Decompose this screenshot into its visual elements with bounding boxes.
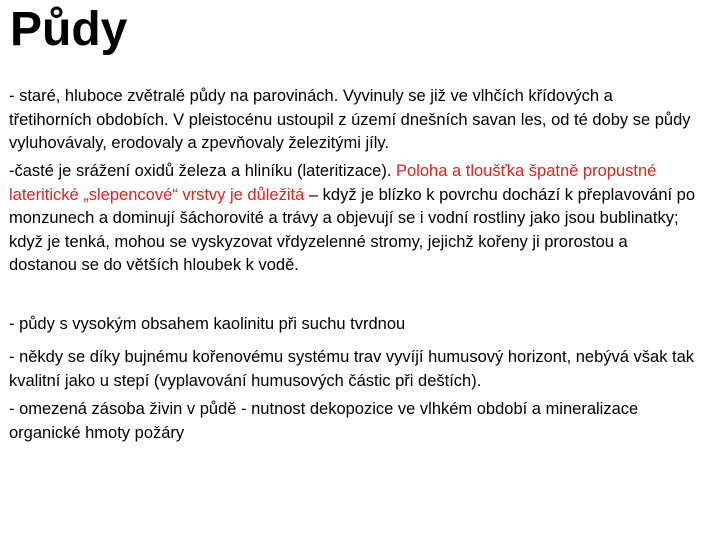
paragraph-humus-horizon: - někdy se díky bujnému kořenovému systému trav vyvíjí humusový horizont, nebývá však tak kvalitní jako u stepí (vyplavování humusových částic při deštích).	[9, 348, 695, 390]
paragraph-ancient-soils: - staré, hluboce zvětralé půdy na parovinách. Vyvinuly se již ve vlhčích křídových a třetihorních obdobích. V pleistocénu ustoupil z území dnešních savan les, od té doby se půdy vyluhovávaly, erodovaly a zpevňovaly železitými jíly.	[9, 87, 691, 152]
paragraph-lateritization	[9, 160, 699, 278]
page-title: Půdy	[10, 3, 128, 56]
highlighted-text: Poloha a tloušťka špatně propustné lateritické „slepencové“ vrstvy je důležitá	[9, 162, 657, 204]
paragraph-kaolinite: - půdy s vysokým obsahem kaolinitu při suchu tvrdnou	[9, 315, 406, 333]
paragraph-lateritization-start: -časté je srážení oxidů železa a hliníku (lateritizace).	[9, 162, 397, 180]
paragraph-nutrients: - omezená zásoba živin v půdě - nutnost dekopozice ve vlhkém období a mineralizace organické hmoty požáry	[9, 400, 639, 442]
paragraph-lateritization-end: – když je blízko k povrchu dochází k přeplavování po monzunech a dominují šáchorovité a trávy a objevují se i vodní rostliny jako jsou bublinatky; když je tenká, mohou se vyskyzovat vřdyzelenné stromy, jejichž kořeny ji prorostou a dostanou se do větších hloubek k vodě.	[9, 185, 696, 274]
